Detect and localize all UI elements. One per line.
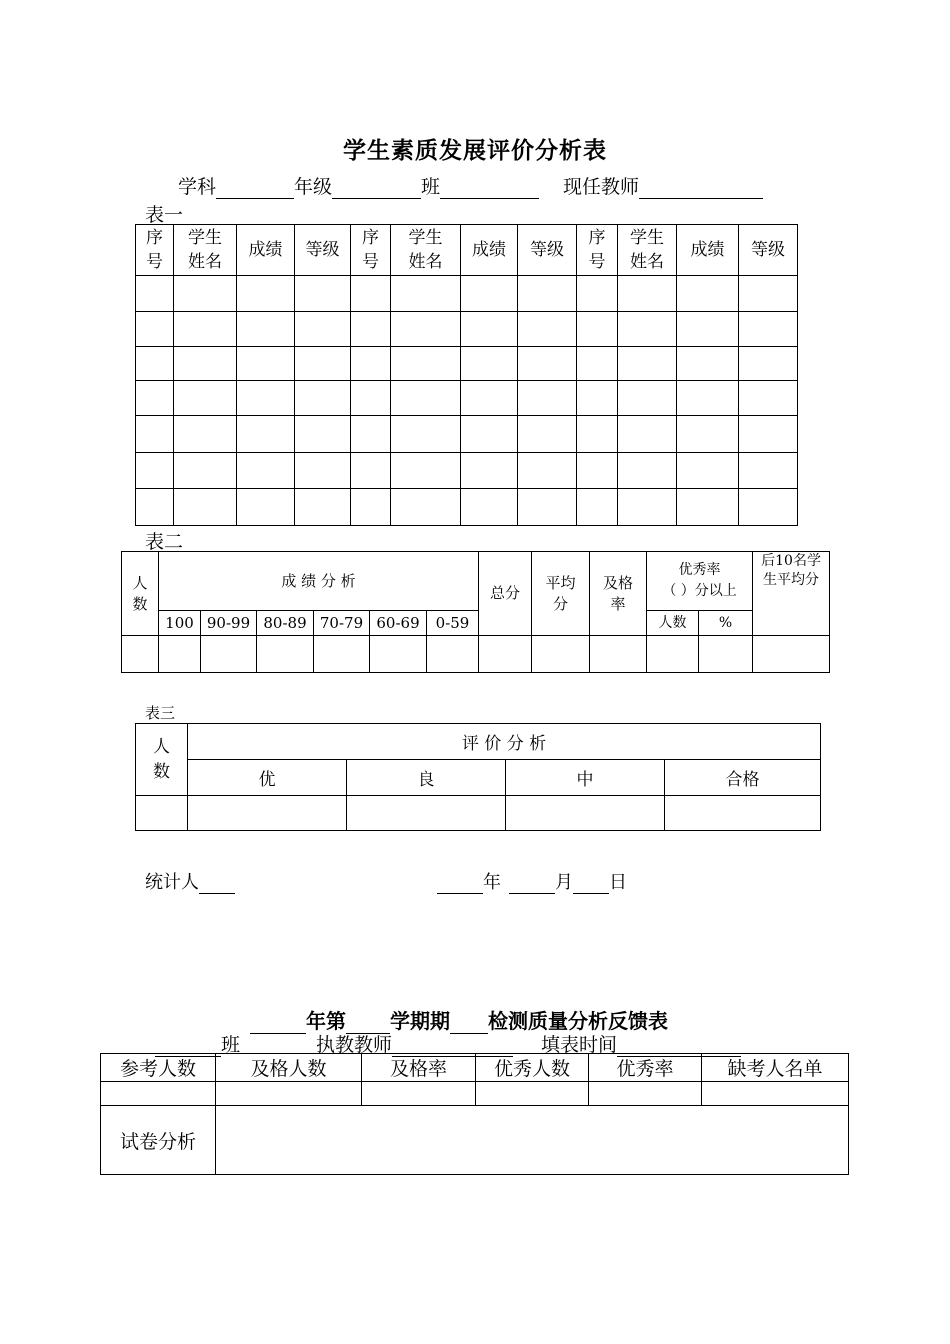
header-score: 成绩 [461, 225, 518, 276]
statistician-blank[interactable] [199, 873, 235, 894]
header-pass-rate: 及格率 [362, 1054, 476, 1082]
header-excellent-count: 优秀人数 [476, 1054, 589, 1082]
fill-time-label: 填表时间 [541, 1034, 618, 1056]
header-seq: 序号 [351, 225, 391, 276]
table1 [135, 224, 798, 526]
table-row [136, 276, 798, 312]
table2-caption: 表二 [145, 531, 184, 553]
header-seq: 序号 [577, 225, 618, 276]
header-fields [178, 172, 763, 199]
range-60-69: 60-69 [370, 611, 427, 636]
table-row [136, 381, 798, 416]
class-label: 班 [221, 1034, 241, 1056]
header-absent-list: 缺考人名单 [702, 1054, 849, 1082]
paper-analysis-label: 试卷分析 [101, 1106, 216, 1175]
day-blank[interactable] [573, 873, 609, 894]
excellent-rate-label: 优秀率 [678, 562, 721, 578]
table-row [136, 312, 798, 347]
level-excellent: 优 [188, 760, 347, 796]
statistician-label: 统计人 [145, 872, 199, 893]
year-blank[interactable] [437, 873, 483, 894]
range-100: 100 [159, 611, 201, 636]
header-pass-count: 及格人数 [216, 1054, 362, 1082]
score-analysis-header: 成 绩 分 析 [159, 552, 479, 611]
pass-rate-header: 及格率 [590, 552, 647, 636]
month-label: 月 [555, 872, 573, 893]
table3 [135, 723, 821, 831]
title-year-label: 年第 [306, 1009, 346, 1033]
total-score-header: 总分 [479, 552, 532, 636]
table-row [136, 796, 821, 831]
date-line [437, 868, 627, 894]
title-rest-label: 检测质量分析反馈表 [488, 1009, 668, 1033]
header-grade-level: 等级 [739, 225, 798, 276]
header-grade-level: 等级 [518, 225, 577, 276]
evaluation-header: 评 价 分 析 [188, 724, 821, 760]
excellent-count-header: 人数 [647, 611, 699, 636]
grade-blank[interactable] [332, 178, 421, 199]
table-row [136, 416, 798, 453]
header-grade-level: 等级 [295, 225, 351, 276]
excellent-rate-header [647, 552, 753, 611]
teacher-blank[interactable] [639, 178, 763, 199]
excellent-percent-header: % [699, 611, 753, 636]
header-student-name: 学生姓名 [618, 225, 677, 276]
level-good: 良 [347, 760, 506, 796]
title-semester-label: 学期期 [390, 1009, 450, 1033]
level-pass: 合格 [665, 760, 821, 796]
header-excellent-rate: 优秀率 [589, 1054, 702, 1082]
feedback-header-row [101, 1054, 849, 1082]
table-row [136, 453, 798, 489]
grade-label: 年级 [294, 176, 333, 198]
table-row [122, 636, 830, 673]
range-80-89: 80-89 [257, 611, 314, 636]
excellent-threshold-label: （ ）分以上 [662, 583, 737, 599]
table1-caption: 表一 [145, 204, 184, 226]
header-participants: 参考人数 [101, 1054, 216, 1082]
paper-analysis-field[interactable] [216, 1106, 849, 1175]
bottom10-average-header: 后10名学生平均分 [753, 552, 830, 636]
teacher-label: 现任教师 [563, 176, 640, 198]
year-label: 年 [483, 872, 501, 893]
class-label: 班 [421, 176, 441, 198]
day-label: 日 [609, 872, 627, 893]
teacher-label: 执教教师 [316, 1034, 393, 1056]
level-medium: 中 [506, 760, 665, 796]
table-row [136, 489, 798, 526]
header-student-name: 学生姓名 [391, 225, 461, 276]
header-seq: 序号 [136, 225, 174, 276]
count-label: 人数 [122, 552, 159, 636]
header-score: 成绩 [237, 225, 295, 276]
count-label: 人数 [136, 724, 188, 796]
header-student-name: 学生姓名 [174, 225, 237, 276]
range-90-99: 90-99 [201, 611, 257, 636]
range-0-59: 0-59 [427, 611, 479, 636]
feedback-table [100, 1053, 849, 1175]
subject-label: 学科 [178, 176, 217, 198]
header-score: 成绩 [677, 225, 739, 276]
average-header: 平均分 [532, 552, 590, 636]
table-row [101, 1082, 849, 1106]
table2 [121, 551, 830, 673]
table1-header-row [136, 225, 798, 276]
page-title: 学生素质发展评价分析表 [343, 137, 607, 164]
statistician-line [145, 868, 235, 894]
subject-blank[interactable] [216, 178, 294, 199]
table3-caption: 表三 [145, 704, 176, 722]
month-blank[interactable] [509, 873, 555, 894]
table-row [136, 347, 798, 381]
class-blank[interactable] [440, 178, 539, 199]
range-70-79: 70-79 [314, 611, 370, 636]
